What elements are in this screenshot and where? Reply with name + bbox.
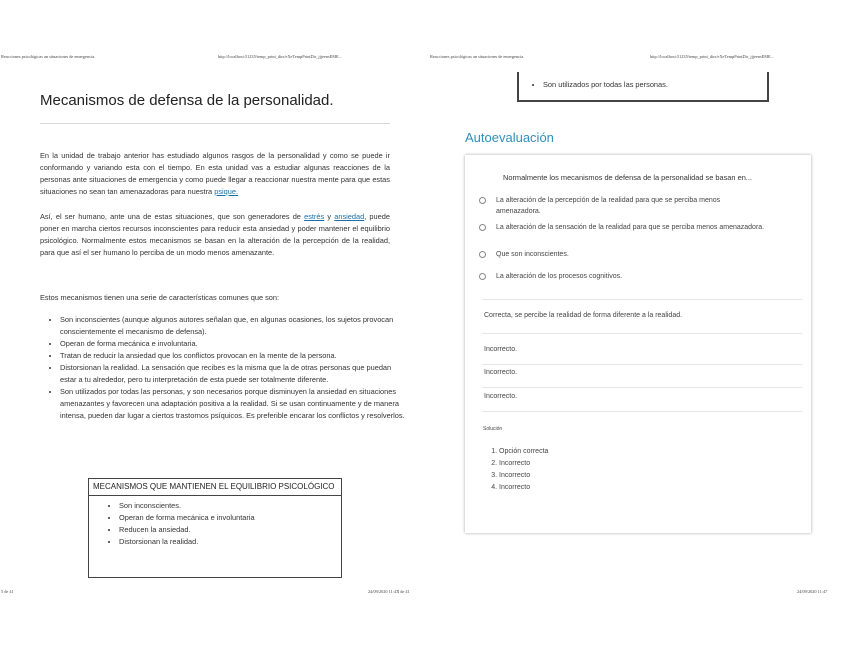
header-left-title: Reacciones psicológicas an situaciones de emergencia.: [1, 54, 96, 59]
list-item: • Distorsionan la realidad. La sensación que recibes es la misma que la de otras personas que puedan estar a tu alrededor, pero tu interpretación de esta puede ser totalmente diferente.: [60, 362, 406, 386]
divider: [482, 387, 802, 388]
list-item: • Distorsionan la realidad.: [119, 536, 341, 548]
divider: [482, 299, 802, 300]
divider: [482, 333, 802, 334]
list-item: 1. Opción correcta: [499, 446, 548, 458]
summary-box-title: MECANISMOS QUE MANTIENEN EL EQUILIBRIO PSICOLÓGICO: [89, 479, 341, 496]
header-right-title: Reacciones psicológicas an situaciones de emergencia.: [430, 54, 525, 59]
feedback-4: Incorrecto.: [484, 393, 518, 400]
summary-box-continued-list: [519, 80, 767, 89]
right-page: [424, 0, 848, 655]
radio-icon[interactable]: [479, 273, 486, 280]
divider: [482, 411, 802, 412]
list-item: 2. Incorrecto: [499, 458, 548, 470]
radio-icon[interactable]: [479, 251, 486, 258]
radio-icon[interactable]: [479, 224, 486, 231]
option-label: La alteración de la sensación de la realidad para que se perciba menos amenazadora.: [496, 224, 765, 231]
option-label: La alteración de la percepción de la realidad para que se perciba menos amenazadora.: [496, 197, 721, 215]
feedback-3: Incorrecto.: [484, 369, 518, 376]
divider: [40, 123, 390, 124]
option-label: Que son inconscientes.: [496, 251, 569, 258]
feedback-1: Correcta, se percibe la realidad de forma diferente a la realidad.: [484, 312, 683, 319]
quiz-question: Normalmente los mecanismos de defensa de la personalidad se basan en...: [503, 173, 752, 182]
quiz-option-4[interactable]: [479, 271, 779, 282]
list-item: • Reducen la ansiedad.: [119, 524, 341, 536]
footer-left-date: 24/09/2020 11:47: [368, 589, 399, 594]
link-psique[interactable]: psique.: [214, 187, 239, 196]
page-title: Mecanismos de defensa de la personalidad.: [40, 92, 334, 109]
footer-right-date: 24/09/2020 11:47: [797, 589, 828, 594]
list-item: 4. Incorrecto: [499, 482, 548, 494]
intro-paragraph: En la unidad de trabajo anterior has estudiado algunos rasgos de la personalidad y como se puede ir conformando y variando esta con el tiempo. En esta unidad vas a estudiar algunas reacciones de la personas ante situaciones de emergencia y como puede llegar a reaccionar nuestra mente para que estas situaciones no sean tan amenazadoras para nuestra psique.: [40, 151, 390, 196]
characteristics-list: [42, 314, 406, 422]
list-item: • Son inconscientes.: [119, 500, 341, 512]
feedback-2: Incorrecto.: [484, 346, 518, 353]
link-ansiedad[interactable]: ansiedad: [334, 212, 365, 221]
list-item: • Son utilizados por todas las personas.: [543, 80, 767, 89]
list-item: • Son inconscientes (aunque algunos autores señalan que, en algunas ocasiones, los sujetos provocan conscientemente el mecanismo de defensa).: [60, 314, 406, 338]
list-item: • Son utilizados por todas las personas, y son necesarios porque disminuyen la ansiedad en situaciones amenazantes y favorecen una adaptación positiva a la realidad. Si se usan continuamente y de manera intensa, pueden dar lugar a ciertos trastornos psíquicos. Es preferible encarar los conflictos y resolverlos.: [60, 386, 406, 422]
quiz-option-1[interactable]: [479, 195, 779, 217]
quiz-option-2[interactable]: [479, 222, 779, 233]
self-assessment-heading: Autoevaluación: [465, 130, 554, 145]
quiz-option-3[interactable]: [479, 249, 779, 260]
link-estres[interactable]: estrés: [304, 212, 325, 221]
footer-right-page: 4 de 41: [397, 589, 410, 594]
divider: [482, 364, 802, 365]
header-right-url: http://localhost:51235/temp_print_dirs/eXeTempPrintDir_jjjeensEME...: [650, 54, 774, 59]
summary-box: [88, 478, 342, 578]
solution-label: Solución: [483, 426, 503, 432]
second-paragraph: Así, el ser humano, ante una de estas situaciones, que son generadores de estrés y ansiedad, puede poner en marcha ciertos recursos inconscientes para reducir esta ansiedad y poder mantener el equilibrio psicológico. Normalmente estos mecanismos se basan en la alteración de la percepción de la realidad, para que así el ser humano lo perciba de un modo menos amenazante.: [40, 212, 390, 257]
list-item: • Operan de forma mecánica e involuntaria.: [60, 338, 406, 350]
footer-left-page: 5 de 41: [1, 589, 14, 594]
radio-icon[interactable]: [479, 197, 486, 204]
list-item: • Operan de forma mecánica e involuntaria: [119, 512, 341, 524]
quiz-card: [465, 155, 811, 533]
summary-box-continued: [517, 72, 769, 102]
list-item: • Tratan de reducir la ansiedad que los conflictos provocan en la mente de la persona.: [60, 350, 406, 362]
summary-box-list: [89, 500, 341, 548]
option-label: La alteración de los procesos cognitivos.: [496, 273, 623, 280]
solution-list: [483, 446, 548, 494]
header-left-url: http://localhost:51235/temp_print_dirs/eXeTempPrintDir_jjjeensEME...: [218, 54, 342, 59]
characteristics-intro: Estos mecanismos tienen una serie de características comunes que son:: [40, 293, 280, 302]
list-item: 3. Incorrecto: [499, 470, 548, 482]
